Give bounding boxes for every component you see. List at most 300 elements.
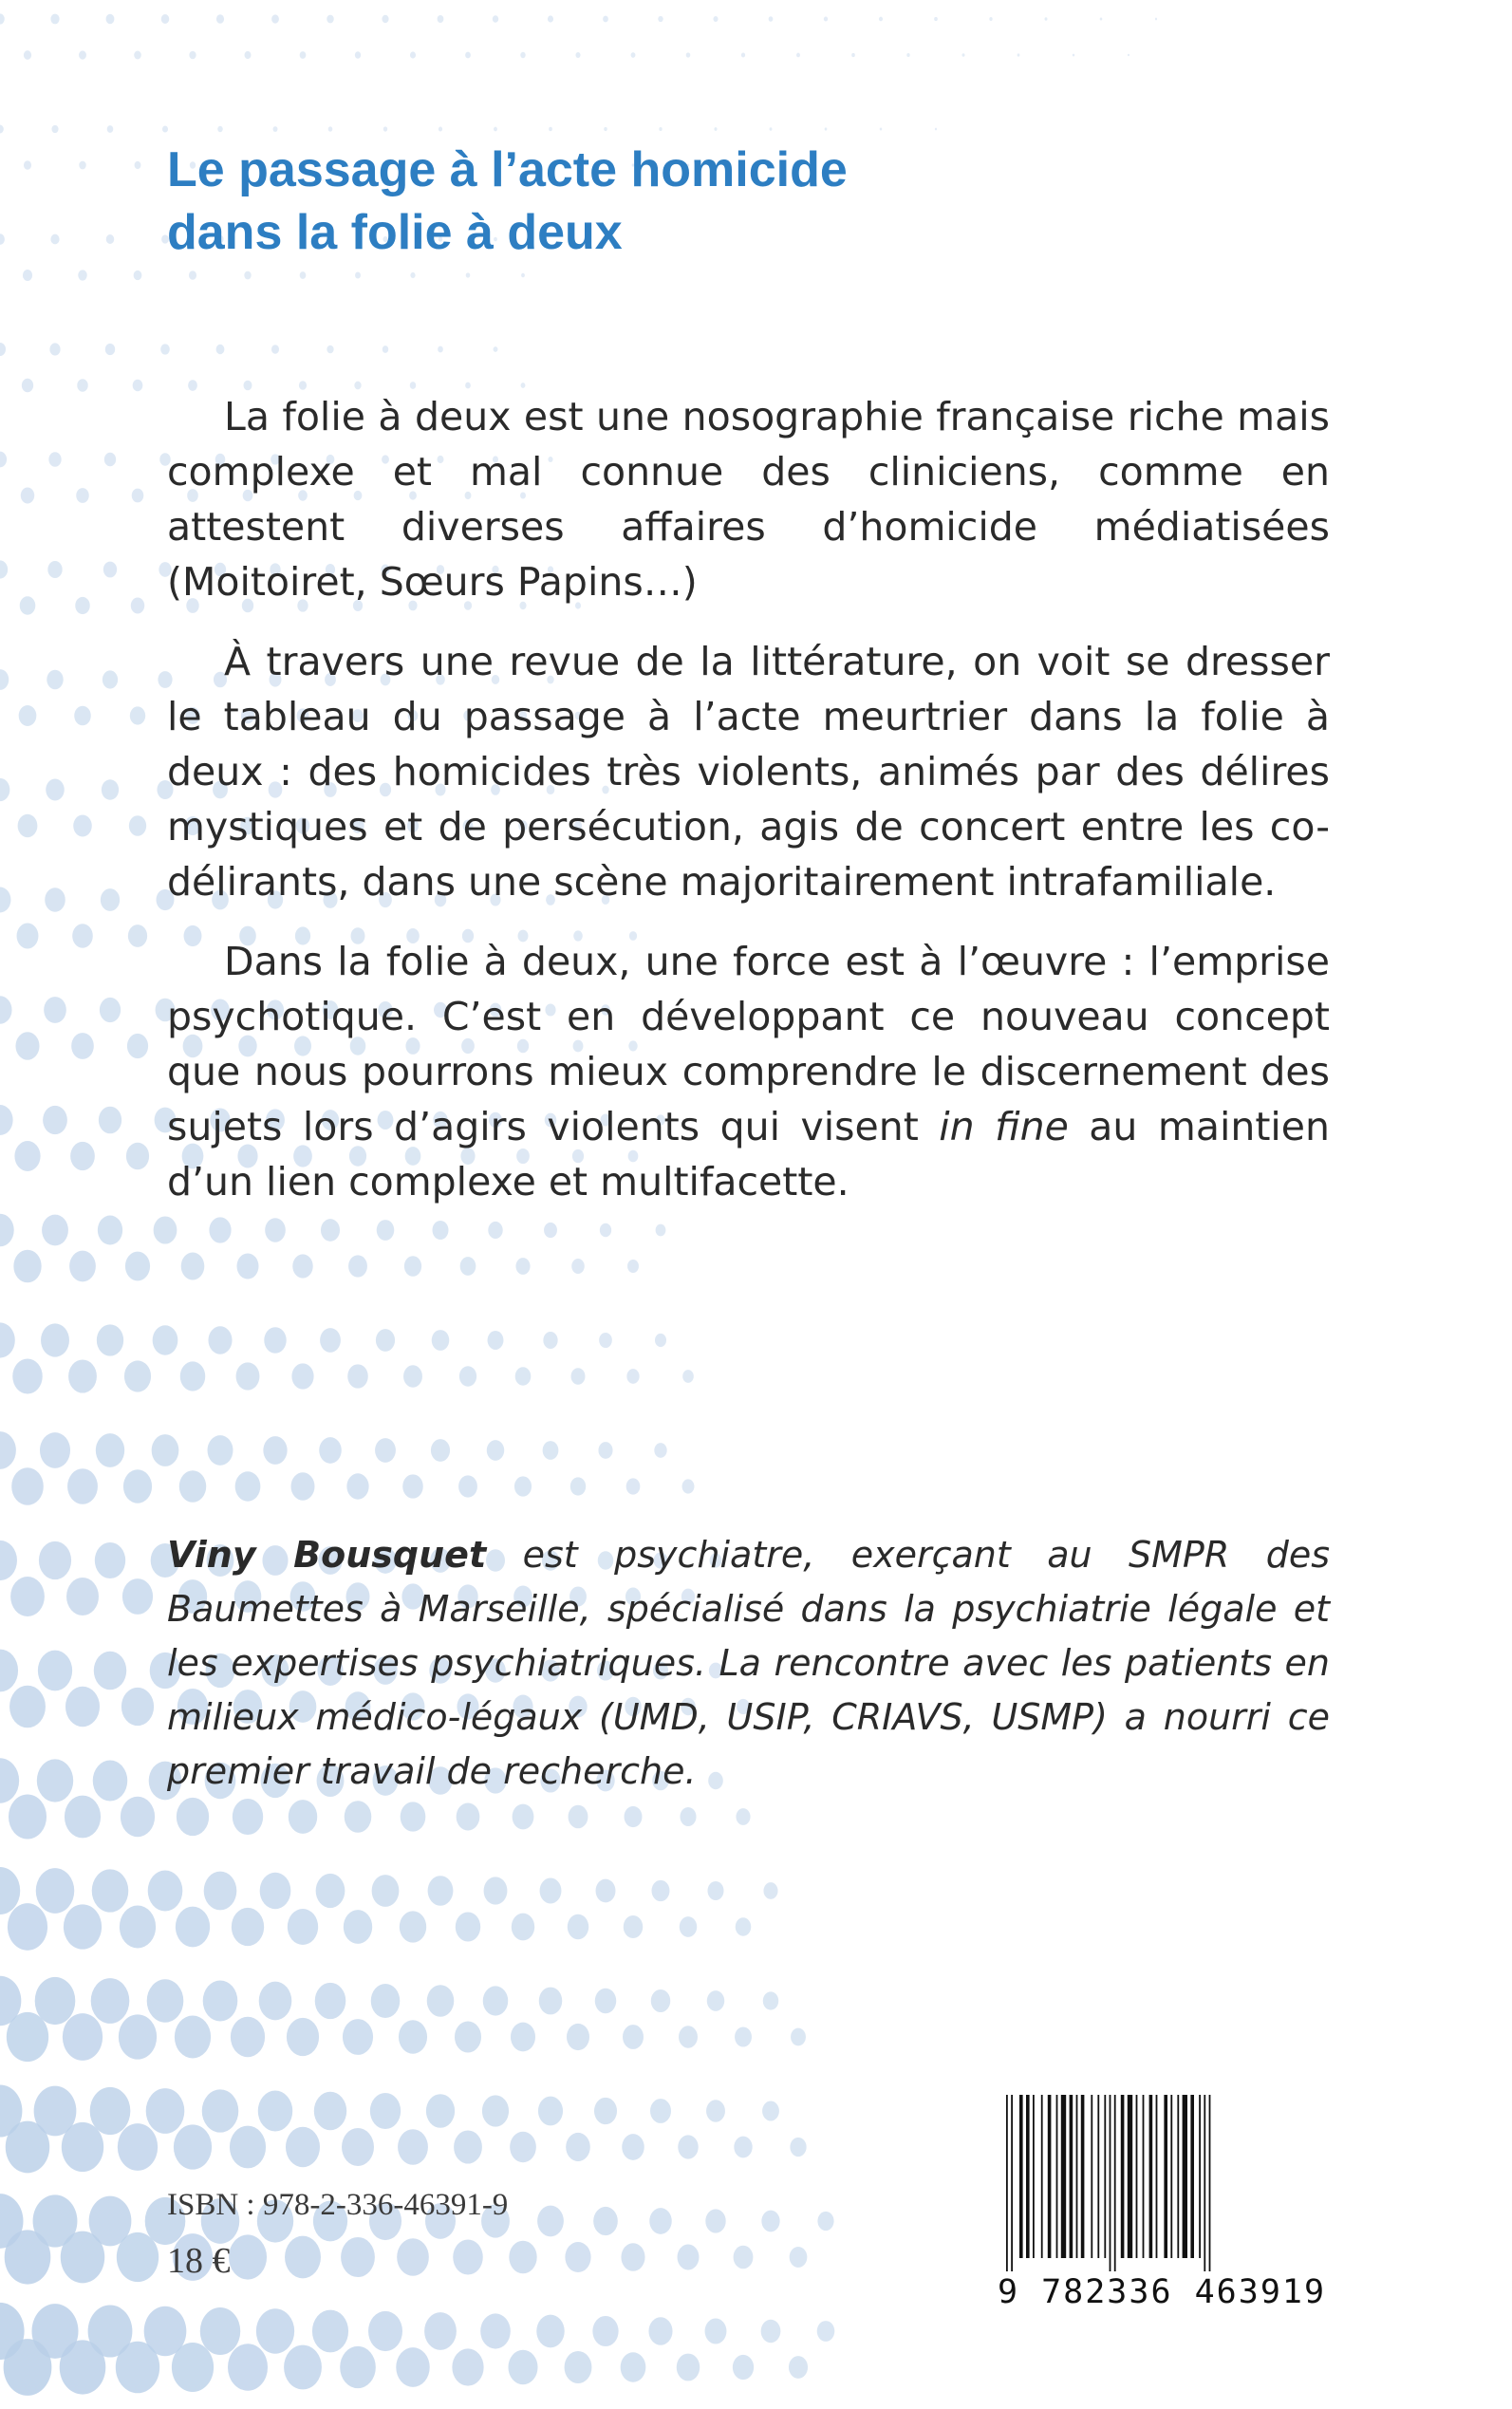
background-dot [431, 1439, 450, 1462]
background-dot [17, 924, 39, 949]
background-dot [482, 2095, 509, 2126]
background-dot [382, 15, 388, 23]
background-dot [244, 271, 251, 280]
background-dot [0, 1214, 14, 1247]
background-dot [45, 887, 65, 911]
background-dot [64, 1904, 102, 1949]
background-dot [49, 343, 60, 355]
background-dot [707, 1881, 723, 1900]
background-dot [229, 2234, 267, 2279]
background-dot [152, 1434, 179, 1466]
background-dot [651, 1989, 670, 2012]
background-dot [107, 125, 114, 133]
background-dot [401, 1802, 426, 1831]
background-dot [736, 1808, 750, 1825]
background-dot [41, 1323, 69, 1356]
background-dot [741, 53, 745, 58]
background-dot [796, 53, 800, 58]
background-dot [121, 1797, 155, 1838]
background-dot [396, 2347, 429, 2387]
background-dot [50, 14, 59, 25]
background-dot [595, 1989, 616, 2013]
background-dot [35, 1977, 76, 2025]
background-dot [68, 1359, 97, 1392]
background-dot [348, 1255, 367, 1277]
background-dot [6, 2121, 49, 2174]
background-dot [203, 1980, 238, 2021]
background-dot [287, 2018, 319, 2056]
background-dot [286, 2127, 320, 2167]
background-dot [678, 2244, 700, 2269]
background-dot [135, 161, 141, 169]
background-dot [397, 2238, 429, 2276]
background-dot [592, 2316, 618, 2346]
background-dot [345, 1801, 372, 1833]
author-bio [167, 1528, 1330, 1799]
barcode-bar [1136, 2095, 1138, 2258]
background-dot [0, 778, 9, 801]
summary-paragraph-3-start: Dans la folie à deux, une force est à l’œuvre : l’emprise psychotique. C’est en développant ce nouveau concept que nous pourrons mieux comprendre le discernement des sujets lors d’agirs violents qui visent [167, 939, 1330, 1149]
background-dot [74, 706, 91, 726]
background-dot [594, 2098, 617, 2124]
background-dot [536, 2315, 564, 2348]
background-dot [65, 1687, 100, 1727]
background-dot [604, 127, 607, 131]
background-dot [0, 343, 6, 356]
background-dot [626, 1369, 639, 1384]
background-dot [258, 2091, 292, 2132]
background-dot [230, 2126, 266, 2169]
background-dot [117, 2232, 159, 2282]
background-dot [568, 1914, 588, 1939]
barcode-number: 9 782336 463919 [997, 2273, 1327, 2311]
background-dot [271, 14, 279, 23]
background-dot [11, 1467, 44, 1505]
background-dot [0, 1541, 17, 1580]
background-dot [851, 53, 855, 57]
background-dot [736, 1917, 752, 1935]
background-dot [537, 2206, 564, 2237]
background-dot [596, 1879, 616, 1903]
background-dot [686, 52, 691, 57]
background-dot [344, 1910, 372, 1944]
barcode-bar [1183, 2095, 1187, 2258]
background-dot [100, 998, 121, 1022]
background-dot [706, 2100, 725, 2121]
background-dot [231, 2017, 265, 2058]
background-dot [624, 1915, 643, 1938]
background-dot [106, 234, 114, 244]
background-dot [652, 1880, 670, 1901]
background-dot [510, 2132, 536, 2163]
background-dot [134, 271, 142, 280]
author-name: Viny Bousquet [167, 1534, 487, 1576]
background-dot [454, 2130, 482, 2163]
background-dot [47, 670, 63, 689]
background-dot [236, 1253, 258, 1279]
background-dot [347, 1364, 368, 1388]
background-dot [371, 1984, 401, 2018]
background-dot [160, 344, 170, 354]
barcode-bar [1076, 2095, 1078, 2258]
background-dot [714, 127, 717, 131]
background-dot [235, 1471, 261, 1501]
background-dot [678, 2135, 698, 2158]
background-dot [439, 127, 442, 132]
background-dot [494, 127, 497, 132]
background-dot [18, 814, 38, 837]
background-dot [571, 1259, 585, 1274]
background-dot [216, 14, 224, 24]
barcode-bar [1097, 2095, 1099, 2258]
background-dot [133, 380, 143, 392]
background-dot [488, 1331, 504, 1350]
background-dot [146, 2088, 185, 2134]
background-dot [122, 1578, 153, 1615]
summary-paragraph-3-italic: in fine [939, 1104, 1069, 1149]
background-dot [548, 15, 553, 22]
background-dot [103, 562, 117, 578]
background-dot [424, 2312, 457, 2350]
background-dot [825, 127, 828, 130]
background-dot [566, 2133, 590, 2161]
background-dot [216, 345, 225, 354]
barcode-bar [1164, 2095, 1167, 2258]
background-dot [0, 1758, 19, 1802]
barcode-bar [1177, 2095, 1179, 2258]
background-dot [680, 1807, 696, 1826]
barcode-bar [1128, 2095, 1132, 2258]
background-dot [0, 233, 5, 245]
background-dot [99, 1107, 121, 1134]
barcode-bar [1070, 2095, 1073, 2258]
barcode-bar [1026, 2095, 1030, 2258]
background-dot [487, 1440, 504, 1461]
background-dot [320, 1328, 341, 1353]
background-dot [515, 1367, 532, 1386]
background-dot [77, 379, 87, 392]
background-dot [404, 1256, 421, 1277]
background-dot [383, 126, 387, 131]
background-dot [20, 596, 36, 614]
background-dot [128, 924, 147, 947]
background-dot [73, 814, 92, 836]
background-dot [511, 2023, 535, 2052]
background-dot [761, 2320, 781, 2343]
background-dot [770, 127, 773, 130]
book-title-line-2: dans la folie à deux [167, 205, 623, 260]
background-dot [120, 1906, 156, 1949]
background-dot [659, 127, 662, 131]
background-dot [961, 53, 964, 57]
background-dot [626, 1478, 641, 1494]
book-title-line-1: Le passage à l’acte homicide [167, 142, 848, 197]
background-dot [399, 2020, 427, 2053]
background-dot [67, 1468, 98, 1504]
background-dot [79, 161, 85, 170]
background-dot [0, 887, 10, 913]
background-dot [90, 2087, 131, 2135]
summary-paragraph-2: À travers une revue de la littérature, on voit se dresser le tableau du passage à l’acte meurtrier dans la folie à deux : des homicides très violents, animés par des délires mystiques et de persécution, agis de concert entre les co-délirants, dans une scène majoritairement intrafamiliale. [167, 639, 1330, 905]
background-dot [0, 1105, 13, 1135]
background-dot [627, 1260, 639, 1273]
background-dot [372, 1875, 400, 1907]
background-dot [432, 1330, 450, 1351]
background-dot [383, 345, 388, 353]
background-dot [10, 1577, 45, 1616]
background-dot [769, 16, 774, 22]
summary-text [167, 389, 1330, 1234]
background-dot [103, 670, 118, 688]
barcode-bar [1204, 2095, 1205, 2271]
background-dot [179, 1470, 206, 1502]
background-dot [648, 2317, 672, 2345]
background-dot [118, 2123, 158, 2171]
background-dot [50, 234, 59, 245]
background-dot [368, 2311, 402, 2351]
background-dot [24, 160, 31, 169]
background-dot [263, 1436, 287, 1465]
background-dot [677, 2354, 700, 2381]
background-dot [123, 1469, 152, 1503]
background-dot [162, 125, 168, 132]
background-dot [7, 2012, 48, 2062]
background-dot [104, 453, 116, 467]
background-dot [102, 779, 119, 800]
background-dot [790, 2138, 806, 2157]
background-dot [593, 2207, 618, 2235]
background-dot [314, 2092, 346, 2130]
background-dot [1017, 53, 1020, 56]
background-dot [95, 1542, 125, 1578]
background-dot [256, 2308, 294, 2353]
background-dot [631, 52, 636, 58]
background-dot [521, 273, 525, 278]
background-dot [327, 345, 333, 354]
summary-paragraph-3-end: au maintien d’un lien complexe et multifacette. [167, 1104, 1331, 1204]
background-dot [5, 2230, 51, 2284]
background-dot [217, 126, 223, 132]
background-dot [264, 1327, 286, 1354]
barcode [978, 2083, 1346, 2328]
background-dot [934, 17, 938, 21]
background-dot [189, 51, 196, 60]
background-dot [161, 14, 170, 24]
background-dot [23, 270, 32, 281]
background-dot [233, 1799, 263, 1835]
barcode-bar [1121, 2095, 1125, 2258]
background-dot [200, 2307, 240, 2355]
background-dot [124, 1360, 151, 1391]
background-dot [989, 17, 992, 21]
background-dot [538, 2097, 563, 2126]
background-dot [39, 1541, 71, 1579]
background-dot [79, 50, 86, 59]
background-dot [24, 50, 31, 60]
background-dot [1073, 54, 1074, 57]
background-dot [289, 1800, 317, 1834]
background-dot [98, 1216, 122, 1245]
background-dot [465, 52, 471, 59]
background-dot [19, 705, 37, 726]
background-dot [44, 997, 66, 1023]
background-dot [51, 125, 58, 133]
background-dot [428, 1876, 454, 1906]
background-dot [0, 996, 12, 1023]
background-dot [0, 13, 5, 24]
background-dot [355, 271, 361, 278]
background-dot [1100, 17, 1103, 20]
background-dot [457, 1802, 480, 1830]
background-dot [22, 379, 33, 392]
background-dot [106, 14, 115, 24]
background-dot [682, 1370, 694, 1383]
background-dot [508, 2350, 537, 2385]
background-dot [521, 383, 526, 388]
background-dot [465, 383, 471, 389]
background-dot [514, 1476, 532, 1496]
background-dot [97, 1324, 123, 1355]
background-dot [543, 1441, 559, 1460]
background-dot [91, 1978, 130, 2024]
background-dot [0, 669, 9, 690]
barcode-bar [1033, 2095, 1035, 2258]
background-dot [484, 1877, 508, 1904]
background-dot [4, 2339, 52, 2396]
background-dot [14, 1141, 40, 1171]
background-dot [761, 2211, 779, 2232]
background-dot [762, 2101, 779, 2121]
background-dot [232, 1908, 264, 1946]
background-dot [567, 2024, 589, 2050]
background-dot [520, 52, 525, 58]
background-dot [621, 2352, 646, 2381]
background-dot [817, 2212, 833, 2231]
background-dot [598, 1442, 612, 1459]
background-dot [101, 888, 120, 911]
background-dot [316, 1874, 345, 1908]
background-dot [650, 2099, 671, 2123]
background-dot [453, 2239, 483, 2274]
background-dot [733, 2355, 754, 2380]
background-dot [131, 597, 144, 613]
background-dot [284, 2345, 322, 2390]
barcode-bars [1006, 2095, 1317, 2271]
background-dot [376, 1329, 395, 1352]
barcode-bar [1091, 2095, 1092, 2258]
background-dot [466, 272, 471, 277]
background-dot [791, 2028, 806, 2046]
background-dot [625, 1806, 643, 1827]
background-dot [509, 2241, 536, 2274]
background-dot [763, 1991, 778, 2009]
background-dot [549, 127, 552, 131]
background-dot [682, 1479, 695, 1493]
background-dot [60, 2340, 106, 2394]
background-dot [69, 1251, 96, 1282]
background-dot [456, 1912, 480, 1941]
background-dot [15, 1032, 39, 1059]
background-dot [70, 1142, 95, 1170]
barcode-bar [1006, 2095, 1008, 2271]
background-dot [47, 561, 62, 578]
background-dot [480, 2313, 511, 2348]
isbn: ISBN : 978-2-336-46391-9 [167, 2188, 509, 2222]
summary-paragraph-1: La folie à deux est une nosographie française riche mais complexe et mal connue des cliniciens, comme en attestent diverses affaires d’homicide médiatisées (Moitoiret, Sœurs Papins…) [167, 394, 1330, 605]
background-dot [680, 1916, 697, 1937]
background-dot [935, 128, 937, 131]
background-dot [0, 1431, 16, 1469]
background-dot [37, 1759, 73, 1802]
background-dot [327, 15, 333, 24]
background-dot [189, 271, 196, 279]
background-dot [271, 345, 279, 353]
background-dot [649, 2208, 672, 2234]
background-dot [236, 1362, 260, 1390]
background-dot [343, 2019, 373, 2055]
background-dot [65, 1796, 101, 1839]
background-dot [426, 2094, 455, 2128]
background-dot [312, 2310, 348, 2353]
background-dot [705, 2319, 727, 2344]
background-dot [176, 1907, 210, 1948]
background-dot [789, 2356, 808, 2379]
background-dot [483, 1986, 509, 2015]
background-dot [13, 1250, 41, 1283]
background-dot [707, 1990, 724, 2011]
background-dot [127, 1034, 148, 1058]
background-dot [346, 1473, 368, 1499]
background-dot [75, 597, 89, 614]
background-dot [78, 270, 86, 280]
background-dot [1155, 18, 1157, 21]
background-dot [105, 344, 115, 355]
background-dot [763, 1882, 777, 1899]
background-dot [273, 126, 278, 132]
barcode-bar [1114, 2095, 1116, 2271]
background-dot [341, 2237, 375, 2277]
background-dot [455, 2021, 481, 2052]
background-dot [906, 53, 909, 57]
background-dot [398, 2129, 428, 2164]
background-dot [543, 1332, 557, 1349]
background-dot [180, 1361, 206, 1391]
background-dot [61, 2232, 104, 2284]
background-dot [63, 2013, 103, 2061]
barcode-bar [1019, 2095, 1023, 2258]
background-dot [259, 1982, 292, 2021]
background-dot [292, 1254, 312, 1278]
background-dot [539, 1988, 562, 2015]
barcode-bar [1056, 2095, 1058, 2258]
background-dot [12, 1358, 42, 1393]
background-dot [790, 2247, 808, 2268]
background-dot [459, 1366, 476, 1386]
background-dot [452, 2348, 483, 2385]
background-dot [202, 2089, 239, 2132]
background-dot [817, 2321, 835, 2342]
background-dot [458, 1475, 477, 1497]
barcode-bar [1104, 2095, 1106, 2258]
background-dot [328, 126, 333, 131]
background-dot [62, 2122, 103, 2172]
background-dot [129, 815, 146, 836]
book-title [167, 139, 848, 264]
background-dot [43, 1106, 67, 1134]
background-dot [48, 452, 61, 467]
background-dot [181, 1253, 205, 1280]
background-dot [438, 15, 444, 23]
